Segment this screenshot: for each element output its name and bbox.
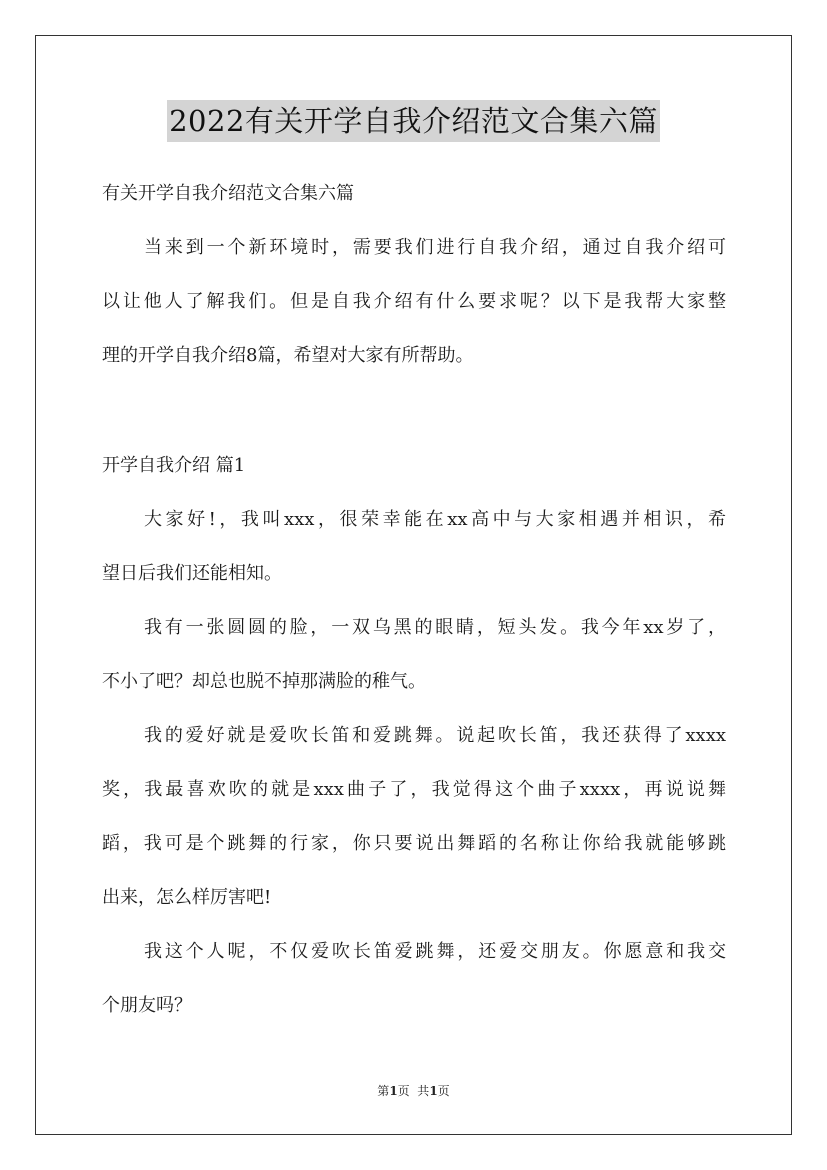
page-total: 1 — [429, 1084, 438, 1098]
document-title: 2022有关开学自我介绍范文合集六篇 — [167, 100, 660, 142]
paragraph-line: 蹈，我可是个跳舞的行家，你只要说出舞蹈的名称让你给我就能够跳 — [102, 833, 726, 854]
paragraph-line: 个朋友吗？ — [102, 995, 192, 1016]
paragraph-line: 大家好!，我叫xxx，很荣幸能在xx高中与大家相遇并相识，希 — [144, 509, 726, 530]
paragraph-line: 望日后我们还能相知。 — [102, 563, 282, 584]
subtitle-line: 有关开学自我介绍范文合集六篇 — [102, 183, 354, 204]
section-heading: 开学自我介绍 篇1 — [102, 455, 246, 476]
paragraph-line: 奖，我最喜欢吹的就是xxx曲子了，我觉得这个曲子xxxx，再说说舞 — [102, 779, 726, 800]
paragraph-line: 我的爱好就是爱吹长笛和爱跳舞。说起吹长笛，我还获得了xxxx — [144, 725, 726, 746]
paragraph-line: 当来到一个新环境时，需要我们进行自我介绍，通过自我介绍可 — [144, 237, 726, 258]
title-container — [0, 100, 827, 142]
page-current: 1 — [389, 1084, 398, 1098]
page-prefix: 第 — [377, 1084, 390, 1098]
paragraph-line: 出来，怎么样厉害吧! — [102, 887, 272, 908]
paragraph-line: 不小了吧？却总也脱不掉那满脸的稚气。 — [102, 671, 426, 692]
page-footer — [0, 1083, 827, 1099]
paragraph-line: 理的开学自我介绍8篇，希望对大家有所帮助。 — [102, 345, 474, 366]
page-mid: 页 共 — [397, 1084, 430, 1098]
page-suffix: 页 — [437, 1084, 450, 1098]
paragraph-line: 我有一张圆圆的脸，一双乌黑的眼睛，短头发。我今年xx岁了， — [144, 617, 726, 638]
paragraph-line: 以让他人了解我们。但是自我介绍有什么要求呢？以下是我帮大家整 — [102, 291, 726, 312]
paragraph-line: 我这个人呢，不仅爱吹长笛爱跳舞，还爱交朋友。你愿意和我交 — [144, 941, 726, 962]
